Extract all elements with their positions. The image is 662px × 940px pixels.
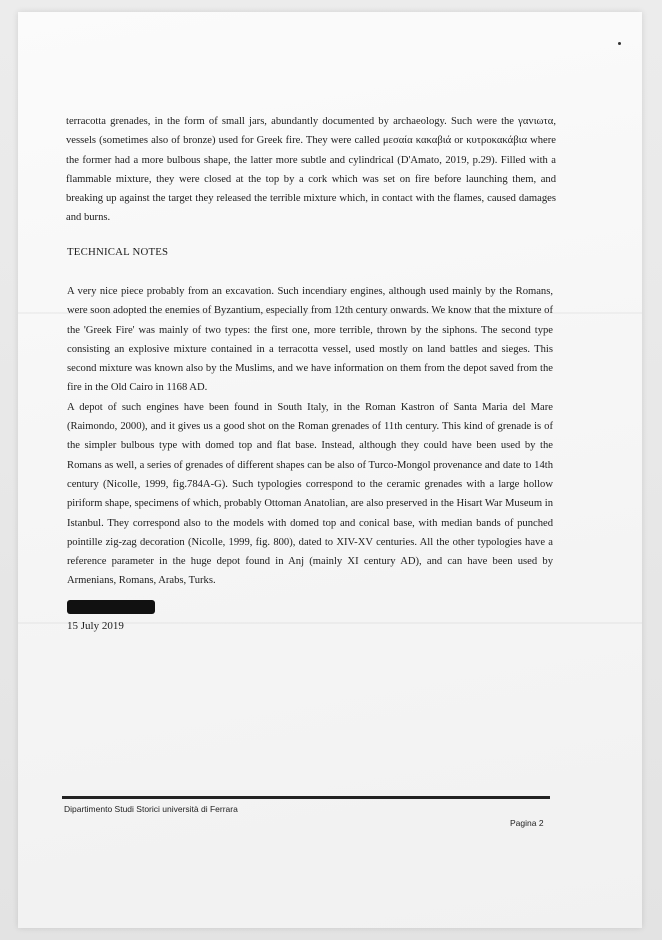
footer-divider bbox=[62, 796, 550, 799]
speck-mark bbox=[618, 42, 621, 45]
section-heading: TECHNICAL NOTES bbox=[67, 246, 169, 258]
footer-page-number: Pagina 2 bbox=[510, 818, 544, 828]
intro-paragraph: terracotta grenades, in the form of small jars, abundantly documented by archaeology. Such were the γαvιωτα, vessels (sometimes also of bronze) used for Greek fire. They were called μεσαία κακαβιά or κυτροκακάβια where the former had a more bulbous shape, the latter more subtle and cylindrical (D'Amato, 2019, p.29). Filled with a flammable mixture, they were closed at the top by a cork which was set on fire before launching them, and breaking up against the target they released the terrible mixture which, in contact with the flames, caused damages and burns. bbox=[66, 116, 556, 224]
footer-institution: Dipartimento Studi Storici università di Ferrara bbox=[64, 804, 238, 814]
body-paragraph: A depot of such engines have been found in South Italy, in the Roman Kastron of Santa Maria del Mare (Raimondo, 2000), and it gives us a good shot on the Roman grenades of 11th century. This kind of grenade is of the simpler bulbous type with domed top and flat base. Instead, although they could have been used by the Romans as well, a series of grenades of different shapes can be also of Turco-Mongol provenance and date to 14th century (Nicolle, 1999, fig.784A-G). Such typologies correspond to the ceramic grenades with a large hollow piriform shape, specimens of which, probably Ottoman Anatolian, are also preserved in the Hisart War Museum in Istanbul. They correspond also to the models with domed top and conical base, with median bands of punched pointille zig-zag decoration (Nicolle, 1999, fig. 800), dated to XIV-XV centuries. All the other typologies have a reference parameter in the huge depot found in Anj (mainly XI century AD), and can have been used by Armenians, Romans, Arabs, Turks. bbox=[67, 401, 553, 587]
document-date: 15 July 2019 bbox=[67, 620, 124, 632]
body-paragraph: A very nice piece probably from an excavation. Such incendiary engines, although used mainly by the Romans, were soon adopted the enemies of Byzantium, especially from 12th century onwards. We know that the mixture of the 'Greek Fire' was mainly of two types: the first one, more terrible, thrown by the siphons. The second type consisting an explosive mixture contained in a terracotta vessel, used mostly on land battles and sieges. This second mixture was known also by the Muslims, and we have information on them from the depot saved from the fire in the Old Cairo in 1168 AD. bbox=[67, 286, 553, 394]
redacted-signature bbox=[67, 600, 155, 614]
technical-notes-body bbox=[67, 282, 553, 591]
